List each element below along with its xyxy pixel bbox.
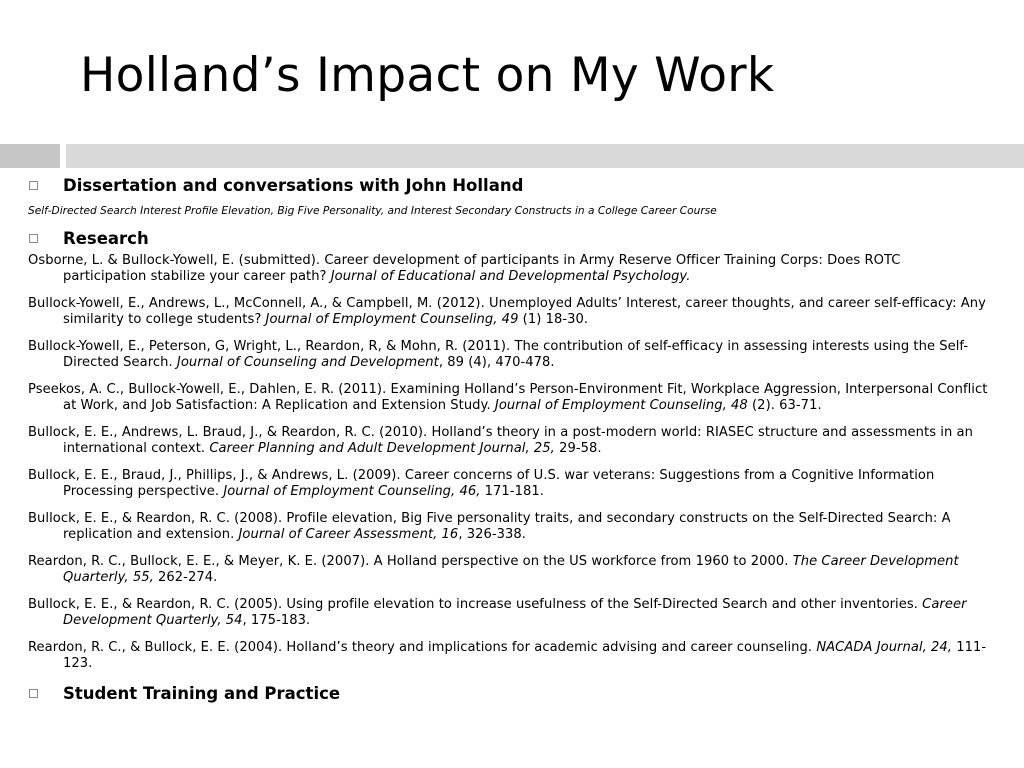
square-bullet-icon [29, 234, 38, 243]
reference-item: Pseekos, A. C., Bullock-Yowell, E., Dahlen, E. R. (2011). Examining Holland’s Person-Environment Fit, Workplace Aggression, Interpersonal Conflict at Work, and Job Satisfaction: A Replication and Extension Study. Journal of Employment Counseling, 48 (2). 63-71. [28, 382, 988, 413]
reference-item: Bullock, E. E., Andrews, L. Braud, J., & Reardon, R. C. (2010). Holland’s theory in a post-modern world: RIASEC structure and assessments in an international context. Career Planning and Adult Development Journal, 25, 29-58. [28, 425, 973, 456]
bullet-research-label: Research [63, 229, 149, 248]
reference-item: Bullock-Yowell, E., Andrews, L., McConnell, A., & Campbell, M. (2012). Unemployed Adults’ Interest, career thoughts, and career self-efficacy: Any similarity to college students? Journal of Employment Counseling, 49 (1) 18-30. [28, 296, 986, 327]
reference-item: Bullock-Yowell, E., Peterson, G, Wright, L., Reardon, R, & Mohn, R. (2011). The contribution of self-efficacy in assessing interests using the Self-Directed Search. Journal of Counseling and Development, 89 (4), 470-478. [28, 339, 969, 370]
reference-item: Bullock, E. E., Braud, J., Phillips, J., & Andrews, L. (2009). Career concerns of U.S. war veterans: Suggestions from a Cognitive Information Processing perspective. Journal of Employment Counseling, 46, 171-181. [28, 468, 935, 499]
reference-list [28, 253, 988, 672]
square-bullet-icon [29, 689, 38, 698]
reference-item: Reardon, R. C., Bullock, E. E., & Meyer, K. E. (2007). A Holland perspective on the US workforce from 1960 to 2000. The Career Development Quarterly, 55, 262-274. [28, 554, 959, 585]
bullet-student-training [28, 683, 988, 704]
bullet-dissertation [28, 175, 988, 196]
bullet-dissertation-label: Dissertation and conversations with John Holland [63, 176, 524, 195]
reference-item: Reardon, R. C., & Bullock, E. E. (2004). Holland’s theory and implications for academic advising and career counseling. NACADA Journal, 24, 111-123. [28, 640, 987, 671]
slide-title: Holland’s Impact on My Work [80, 48, 775, 103]
slide-body [28, 175, 988, 704]
bullet-research [28, 228, 988, 249]
reference-item: Bullock, E. E., & Reardon, R. C. (2005). Using profile elevation to increase usefulness of the Self-Directed Search and other inventories. Career Development Quarterly, 54, 175-183. [28, 597, 967, 628]
square-bullet-icon [29, 181, 38, 190]
title-divider-left [0, 144, 60, 168]
reference-item: Bullock, E. E., & Reardon, R. C. (2008). Profile elevation, Big Five personality traits, and secondary constructs on the Self-Directed Search: A replication and extension. Journal of Career Assessment, 16, 326-338. [28, 511, 951, 542]
dissertation-subtitle: Self-Directed Search Interest Profile Elevation, Big Five Personality, and Interest Secondary Constructs in a College Career Course [28, 205, 717, 217]
reference-item: Osborne, L. & Bullock-Yowell, E. (submitted). Career development of participants in Army Reserve Officer Training Corps: Does ROTC participation stabilize your career path? Journal of Educational and Developmental Psychology. [28, 253, 901, 284]
bullet-student-label: Student Training and Practice [63, 684, 341, 703]
title-divider-right [66, 144, 1024, 168]
